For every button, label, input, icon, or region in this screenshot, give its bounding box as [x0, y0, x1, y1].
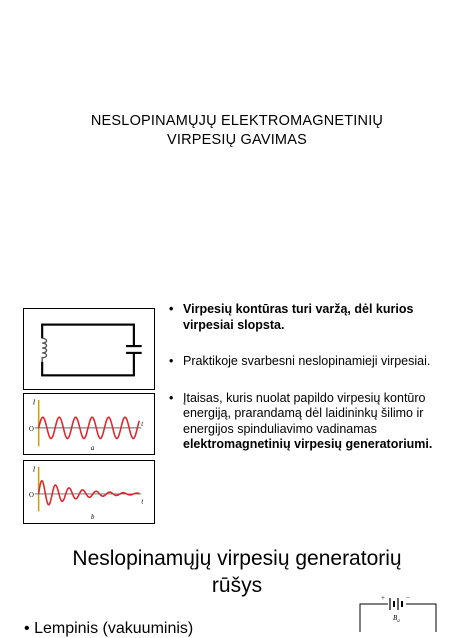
origin-label: O [28, 491, 34, 499]
origin-label: O [29, 425, 34, 433]
circuit-wire [406, 604, 436, 632]
bullet-marker: • [169, 390, 174, 405]
section-heading [20, 545, 454, 599]
undamped-oscillation-figure [23, 393, 155, 455]
caption-a: a [90, 445, 95, 453]
battery-label: $B_a$ [393, 614, 400, 624]
circuit-wire [360, 604, 388, 632]
section-heading-line-1: Neslopinamųjų virpesių generatorių [72, 547, 402, 570]
lc-circuit-diagram [24, 309, 154, 389]
bullet-text-3: Įtaisas, kuris nuolat papildo virpesių kontūro energiją, prarandamą dėl laidininkų šilimo ir energijos spinduliavimo vadinamas [183, 390, 426, 436]
battery-plus-sign: + [381, 594, 385, 602]
bullet-list [166, 302, 462, 474]
i-axis-label: I [32, 399, 36, 407]
list-item-text: Lempinis (vakuuminis) [34, 620, 194, 637]
battery-circuit-figure [356, 594, 440, 632]
i-axis-label: I [32, 466, 36, 474]
list-bullet: • [24, 620, 30, 637]
caption-b: b [90, 514, 95, 522]
bullet-text-2: Praktikoje svarbesni neslopinamieji virpesiai. [183, 354, 431, 368]
lc-circuit-figure [23, 308, 155, 390]
damped-wave [39, 481, 140, 505]
section-heading-line-2: rūšys [211, 574, 263, 597]
bullet-item-3 [166, 391, 462, 453]
t-axis-label: t [141, 420, 144, 428]
bullet-text-1: Virpesių kontūras turi varžą, dėl kurios virpesiai slopsta. [183, 302, 414, 332]
circuit-wire [42, 325, 134, 376]
bullet-marker: • [169, 354, 174, 368]
bullet-item-2 [166, 354, 462, 370]
bullet-marker: • [169, 302, 174, 316]
t-axis-label: t [141, 498, 144, 506]
bullet-item-1 [166, 302, 462, 333]
title-line-1: NESLOPINAMŲJŲ ELEKTROMAGNETINIŲ [90, 113, 384, 129]
battery-minus-sign: − [406, 594, 410, 602]
title-line-2: VIRPESIŲ GAVIMAS [167, 132, 307, 148]
bullet-text-3-bold: elektromagnetinių virpesių generatoriumi. [183, 437, 433, 451]
damped-oscillation-figure [23, 460, 155, 524]
slide-title [40, 112, 434, 150]
list-item [24, 620, 193, 638]
